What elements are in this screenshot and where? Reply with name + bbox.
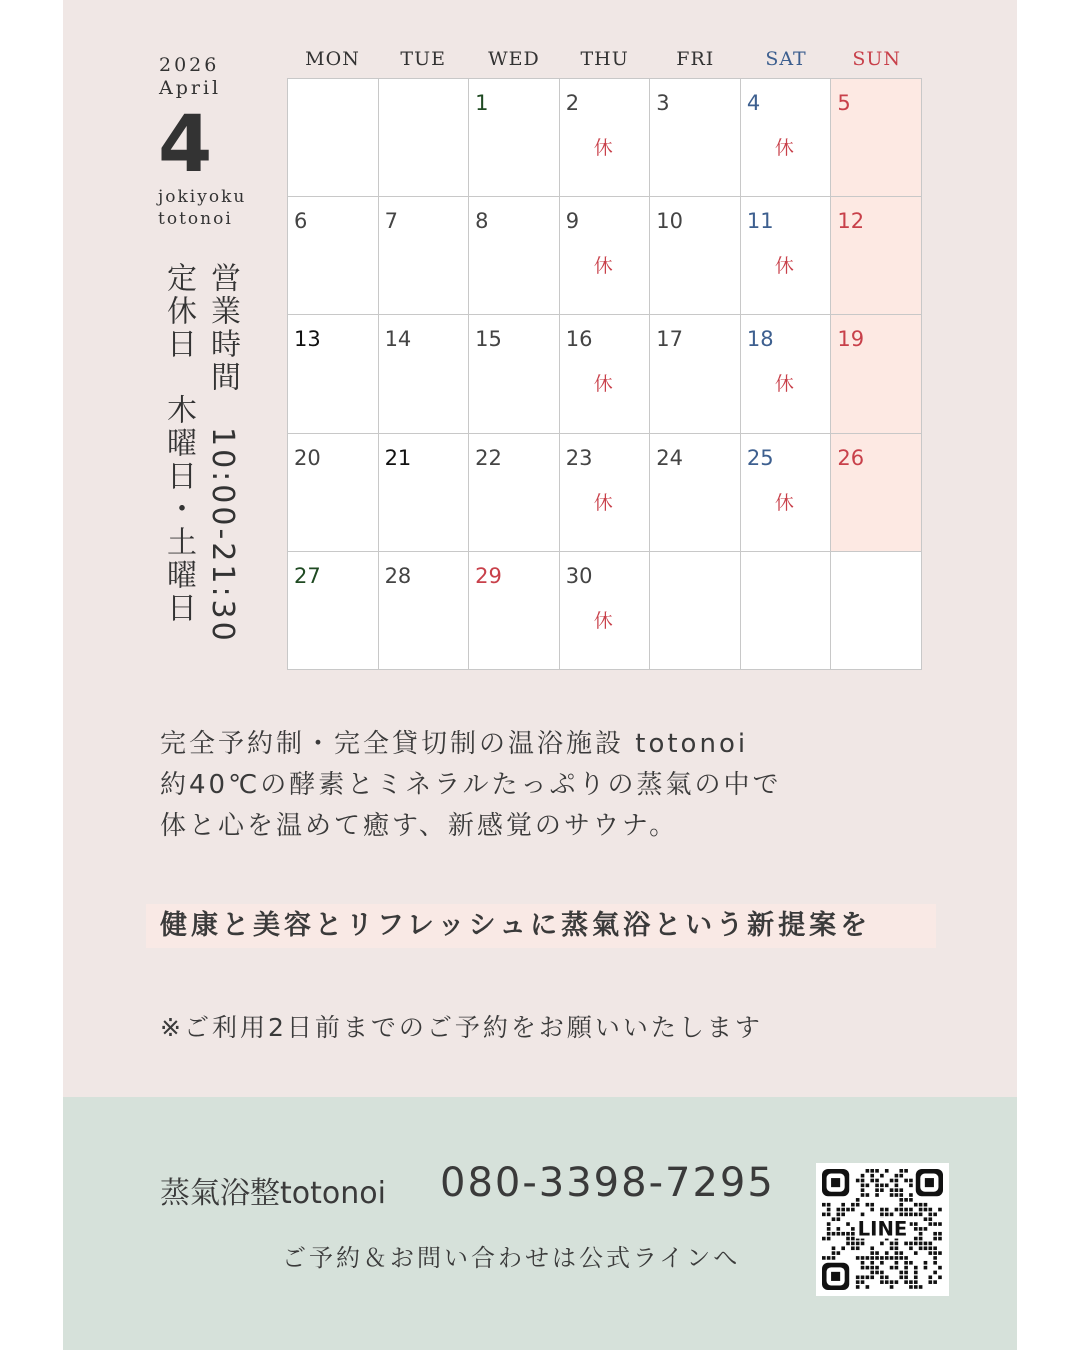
month-name: April [159,77,222,99]
description-line: 約40℃の酵素とミネラルたっぷりの蒸氣の中で [160,770,782,800]
calendar-day [288,434,379,552]
day-number: 25 [746,445,774,470]
calendar-day [831,315,922,433]
closed-label: 定休日 [161,262,196,361]
calendar-day [560,434,651,552]
closed-days [158,262,198,625]
calendar-day [469,79,560,197]
calendar-day [288,79,379,197]
calendar-day [741,79,832,197]
weekday-sun: SUN [852,48,902,70]
day-number: 24 [656,445,684,470]
closed-mark: 休 [593,491,613,514]
weekday-wed: WED [488,48,540,70]
business-hours [202,262,242,644]
day-number: 28 [384,563,412,588]
description-line: 体と心を温めて癒す、新感覚のサウナ。 [160,811,679,841]
phone-number[interactable]: 080-3398-7295 [440,1160,775,1206]
brand-line2: totonoi [158,209,233,229]
closed-mark: 休 [774,373,794,396]
qr-label: LINE [857,1217,908,1241]
calendar-day [560,79,651,197]
hours-label: 営業時間 [205,262,240,394]
day-number: 20 [294,445,321,470]
line-cta: ご予約＆お問い合わせは公式ラインへ [282,1244,741,1272]
closed-value: 木曜日・土曜日 [161,394,196,625]
calendar-day [650,79,741,197]
day-number: 27 [294,563,321,588]
calendar-day [741,552,832,670]
weekday-mon: MON [305,48,360,70]
calendar-day [650,434,741,552]
day-number: 14 [384,327,412,352]
day-number: 21 [384,445,412,470]
weekday-tue: TUE [400,48,446,70]
day-number: 15 [475,327,502,352]
day-number: 10 [656,209,684,234]
qr-code-icon [822,1169,943,1290]
day-number: 8 [475,209,489,234]
year-month [159,54,221,100]
day-number: 29 [475,563,502,588]
description-line: 完全予約制・完全貸切制の温浴施設 totonoi [160,729,749,759]
calendar-day [741,197,832,315]
calendar-day [469,434,560,552]
day-number: 3 [656,91,670,115]
weekday-fri: FRI [676,48,715,70]
day-number: 7 [384,209,398,234]
closed-mark: 休 [593,255,613,278]
calendar-day [650,315,741,433]
day-number: 5 [837,91,851,115]
weekday-sat: SAT [765,48,807,70]
day-number: 26 [837,445,865,470]
calendar-day [831,434,922,552]
calendar-grid [287,78,922,670]
line-qr-code[interactable] [816,1163,949,1296]
day-number: 17 [656,327,684,352]
brand-name [158,186,246,230]
day-number: 1 [475,91,489,115]
calendar-day [379,315,470,433]
closed-mark: 休 [593,137,613,159]
calendar-day [650,552,741,670]
calendar-day [831,197,922,315]
calendar-day [288,197,379,315]
calendar-day [560,552,651,670]
closed-mark: 休 [593,373,613,396]
day-number: 9 [565,209,580,234]
day-number: 23 [565,445,593,470]
calendar-day [560,315,651,433]
year: 2026 [159,54,220,76]
closed-mark: 休 [774,137,794,159]
day-number: 22 [475,445,502,470]
calendar-day [469,315,560,433]
calendar-day [831,552,922,670]
reservation-note: ※ご利用2日前までのご予約をお願いいたします [160,1013,763,1042]
month-number: 4 [158,100,213,190]
highlight-banner: 健康と美容とリフレッシュに蒸氣浴という新提案を [146,904,936,948]
closed-mark: 休 [774,255,794,278]
day-number: 30 [565,563,593,588]
day-number: 13 [294,327,321,352]
closed-mark: 休 [774,491,794,514]
calendar-day [741,315,832,433]
day-number: 6 [294,209,308,234]
calendar-day [379,434,470,552]
day-number: 12 [837,209,865,234]
calendar-day [379,79,470,197]
day-number: 18 [746,327,774,352]
day-number: 4 [746,91,761,115]
weekday-thu: THU [580,48,629,70]
calendar-day [379,197,470,315]
calendar-day [379,552,470,670]
hours-value: 10:00-21:30 [205,427,240,644]
calendar-day [469,197,560,315]
day-number: 2 [565,91,580,115]
calendar-day [288,552,379,670]
calendar-day [469,552,560,670]
day-number: 16 [565,327,593,352]
shop-name: 蒸氣浴整totonoi [160,1176,386,1211]
day-number: 11 [746,209,774,234]
calendar-day [288,315,379,433]
calendar-day [650,197,741,315]
brand-line1: jokiyoku [158,187,247,207]
calendar-day [741,434,832,552]
calendar-day [831,79,922,197]
calendar-day [560,197,651,315]
day-number: 19 [837,327,865,352]
closed-mark: 休 [593,609,613,632]
description [160,724,782,847]
